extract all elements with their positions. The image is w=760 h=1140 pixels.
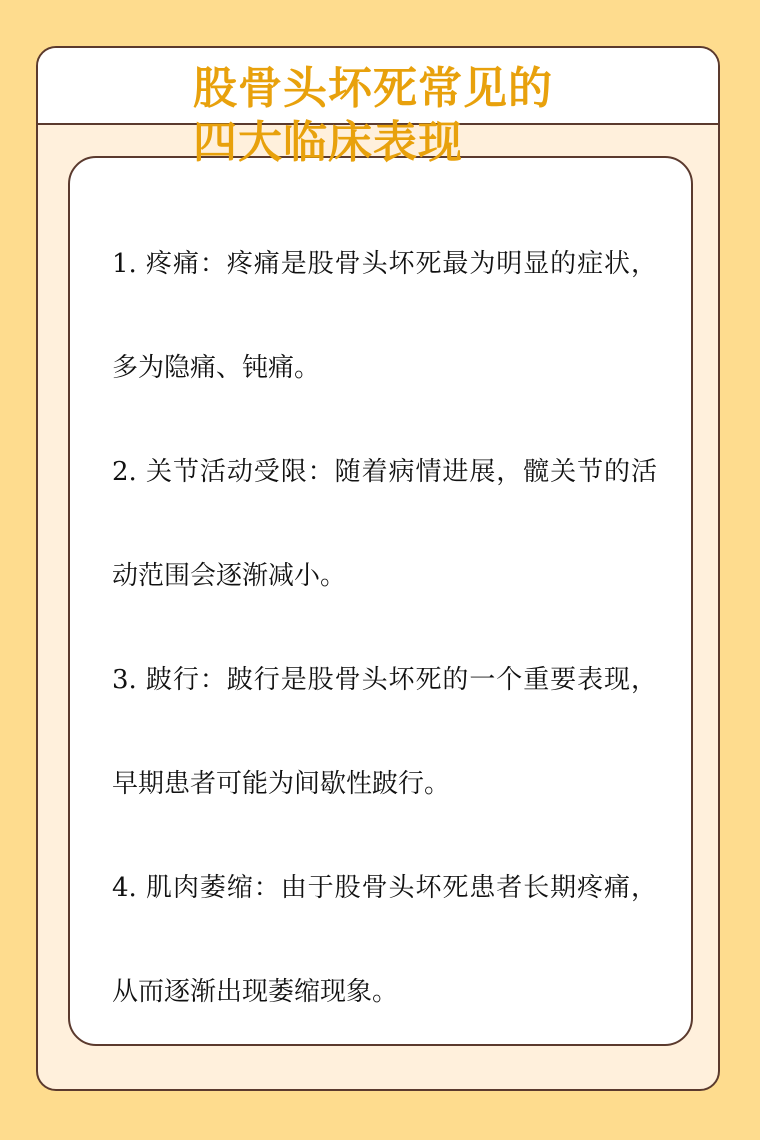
- page-title: [193, 62, 553, 170]
- item-text: 疼痛：疼痛是股骨头坏死最为明显的症状，多为隐痛、钝痛。: [112, 249, 657, 383]
- item-text: 肌肉萎缩：由于股骨头坏死患者长期疼痛，从而逐渐出现萎缩现象。: [112, 873, 657, 1007]
- item-number: 4.: [112, 873, 137, 903]
- item-number: 2.: [112, 457, 137, 487]
- item-text: 跛行：跛行是股骨头坏死的一个重要表现，早期患者可能为间歇性跛行。: [112, 665, 657, 799]
- item-number: 1.: [112, 249, 137, 279]
- title-line-2: 四大临床表现: [193, 117, 463, 168]
- list-item: [112, 420, 657, 628]
- title-line-1: 股骨头坏死常见的: [193, 63, 553, 114]
- list-item: [112, 836, 657, 1044]
- item-number: 3.: [112, 665, 137, 695]
- list-item: [112, 628, 657, 836]
- list-item: [112, 212, 657, 420]
- item-text: 关节活动受限：随着病情进展，髋关节的活动范围会逐渐减小。: [112, 457, 657, 591]
- symptom-list: [112, 212, 657, 1044]
